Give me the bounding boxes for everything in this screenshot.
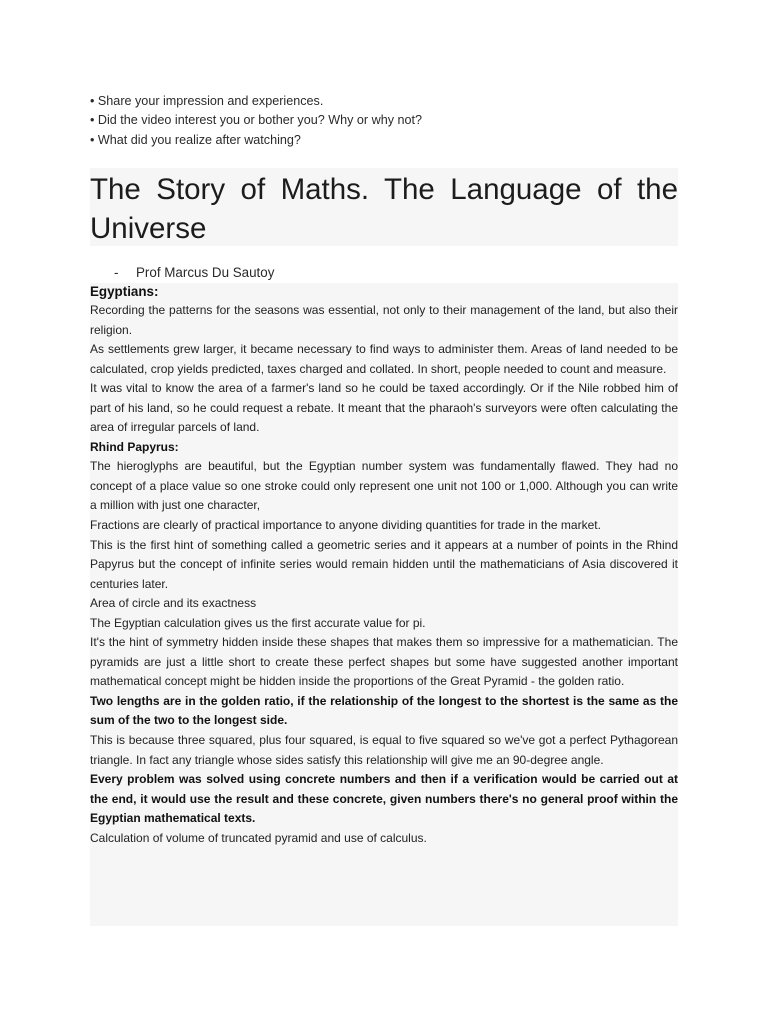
- body-section: [90, 283, 678, 926]
- paragraph: This is because three squared, plus four squared, is equal to five squared so we've got a perfect Pythagorean triangle. In fact any triangle whose sides satisfy this relationship will give me an 90-degree angle.: [90, 733, 678, 767]
- reflection-prompts: [90, 92, 678, 150]
- paragraph: Calculation of volume of truncated pyramid and use of calculus.: [90, 830, 427, 845]
- paragraph: This is the first hint of something called a geometric series and it appears at a number of points in the Rhind Papyrus but the concept of infinite series would remain hidden until the mathematicians of Asia discovered it centuries later.: [90, 537, 678, 591]
- paragraph: The Egyptian calculation gives us the first accurate value for pi.: [90, 615, 426, 630]
- paragraph: Recording the patterns for the seasons was essential, not only to their management of the land, but also their religion.: [90, 303, 678, 337]
- prompt-item: • What did you realize after watching?: [90, 132, 301, 147]
- prompt-item: • Share your impression and experiences.: [90, 94, 324, 108]
- paragraph: It was vital to know the area of a farmer's land so he could be taxed accordingly. Or if the Nile robbed him of part of his land, so he could request a rebate. It meant that the pharaoh's surveyors were often calculating the area of irregular parcels of land.: [90, 381, 678, 435]
- body-text: [90, 301, 678, 848]
- section-heading-egyptians: Egyptians:: [90, 284, 159, 299]
- author-line: [114, 264, 274, 282]
- prompt-item: • Did the video interest you or bother you? Why or why not?: [90, 113, 423, 128]
- document-title: The Story of Maths. The Language of the Universe: [90, 173, 678, 245]
- paragraph: Fractions are clearly of practical importance to anyone dividing quantities for trade in the market.: [90, 518, 601, 533]
- author-dash: -: [114, 265, 119, 280]
- paragraph: As settlements grew larger, it became necessary to find ways to administer them. Areas of land needed to be calculated, crop yields predicted, taxes charged and collated. In short, people needed to count and measure.: [90, 342, 678, 376]
- paragraph: It's the hint of symmetry hidden inside these shapes that makes them so impressive for a mathematician. The pyramids are just a little short to create these perfect shapes but some have suggested another important mathematical concept might be hidden inside the proportions of the Great Pyramid - the golden ratio.: [90, 635, 678, 689]
- subheading-rhind-papyrus: Rhind Papyrus:: [90, 439, 179, 454]
- bold-statement-golden-ratio: Two lengths are in the golden ratio, if the relationship of the longest to the shortest is the same as the sum of the two to the longest side.: [90, 693, 678, 728]
- author-name: Prof Marcus Du Sautoy: [136, 265, 275, 280]
- bold-statement-concrete-numbers: Every problem was solved using concrete numbers and then if a verification would be carried out at the end, it would use the result and these concrete, given numbers there's no general proof within the Egyptian mathematical texts.: [90, 772, 678, 826]
- paragraph: Area of circle and its exactness: [90, 596, 257, 611]
- title-block: [90, 168, 678, 246]
- paragraph: The hieroglyphs are beautiful, but the Egyptian number system was fundamentally flawed. They had no concept of a place value so one stroke could only represent one unit not 100 or 1,000. Although you can write a million with just one character,: [90, 459, 678, 513]
